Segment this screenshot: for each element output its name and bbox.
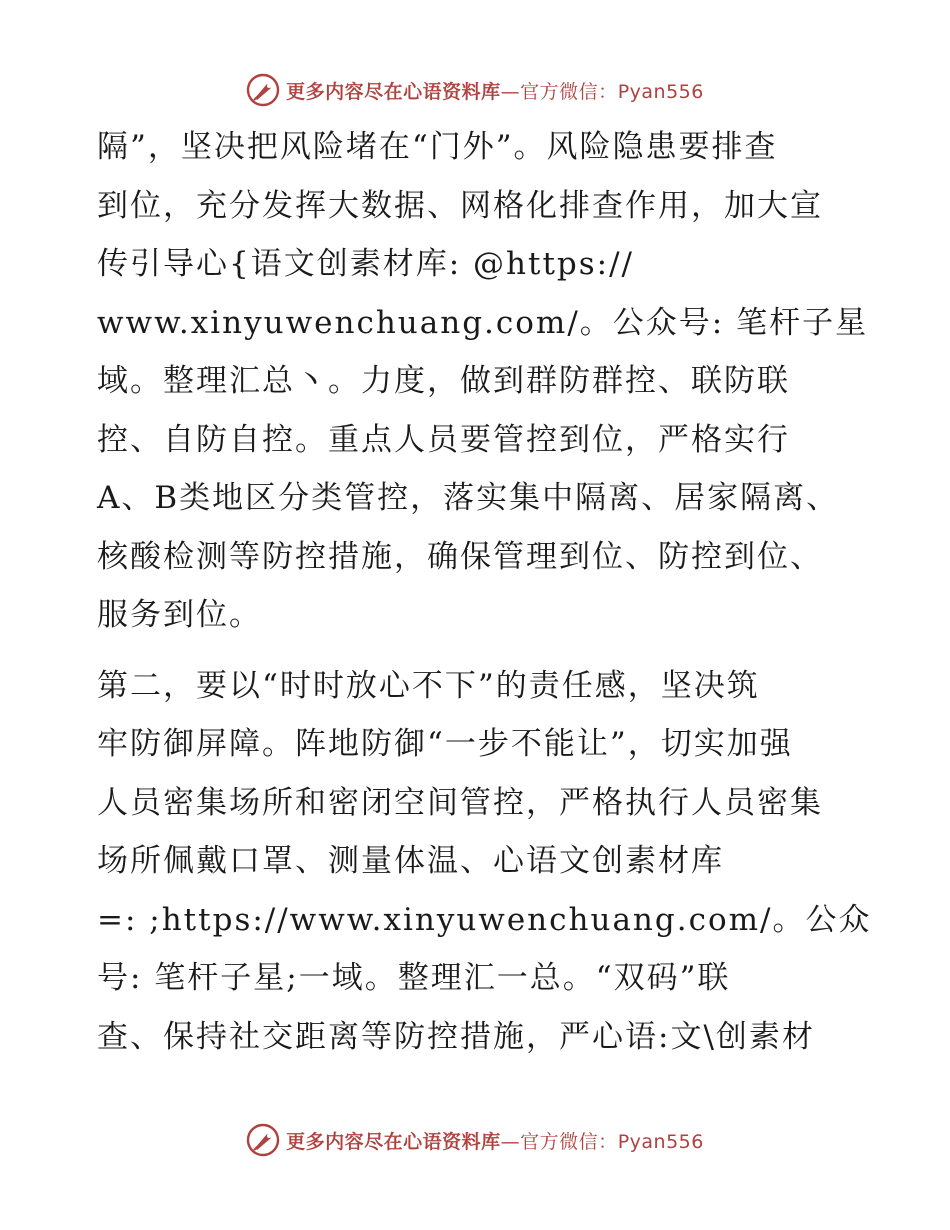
- paragraph-gap: [97, 645, 857, 657]
- banner-title: 更多内容尽在心语资料库: [286, 80, 501, 103]
- banner-wechat-label: 官方微信：: [520, 1130, 618, 1153]
- text-line: 到位，充分发挥大数据、网格化排查作用，加大宣: [97, 187, 823, 224]
- pen-nib-logo-icon: [246, 1123, 280, 1157]
- banner-title: 更多内容尽在心语资料库: [286, 1130, 501, 1153]
- banner-wechat-id: Pyan556: [617, 80, 704, 103]
- text-line: 域。整理汇总丶。力度，做到群防群控、联防联: [97, 363, 790, 399]
- banner-dash: —: [500, 1130, 521, 1153]
- text-line: 查、保持社交距离等防控措施，严心语:文\创素材: [97, 1018, 815, 1055]
- text-line: 号: 笔杆子星;一域。整理汇一总。“双码”联: [97, 960, 731, 996]
- footer-banner: [0, 1120, 950, 1160]
- banner-wechat-id: Pyan556: [617, 1130, 704, 1153]
- banner-text-group: [286, 1127, 704, 1154]
- banner-text-group: [286, 77, 704, 104]
- banner-dash: —: [500, 80, 521, 103]
- text-line: 核酸检测等防控措施，确保管理到位、防控到位、: [97, 538, 823, 575]
- text-line: 第二，要以“时时放心不下”的责任感，坚决筑: [97, 667, 760, 704]
- document-body: [97, 118, 872, 1066]
- paragraph-1: [97, 118, 869, 645]
- pen-nib-logo-icon: [246, 73, 280, 107]
- text-line: =: ;https://www.xinyuwenchuang.com/。公众: [97, 901, 872, 938]
- text-line: 控、自防自控。重点人员要管控到位，严格实行: [97, 421, 790, 458]
- paragraph-2: [97, 657, 872, 1067]
- text-line: www.xinyuwenchuang.com/。公众号: 笔杆子星: [97, 304, 869, 341]
- text-line: 传引导心{语文创素材库: @https://: [97, 246, 634, 282]
- banner-wechat-label: 官方微信：: [520, 80, 618, 103]
- header-banner: [0, 70, 950, 110]
- text-line: 场所佩戴口罩、测量体温、心语文创素材库: [97, 843, 724, 879]
- text-line: 牢防御屏障。阵地防御“一步不能让”，切实加强: [97, 726, 793, 762]
- text-line: 人员密集场所和密闭空间管控，严格执行人员密集: [97, 784, 823, 821]
- text-line: A、B类地区分类管控，落实集中隔离、居家隔离、: [97, 480, 840, 516]
- text-line: 服务到位。: [97, 597, 262, 633]
- text-line: 隔”，坚决把风险堵在“门外”。风险隐患要排查: [97, 129, 778, 165]
